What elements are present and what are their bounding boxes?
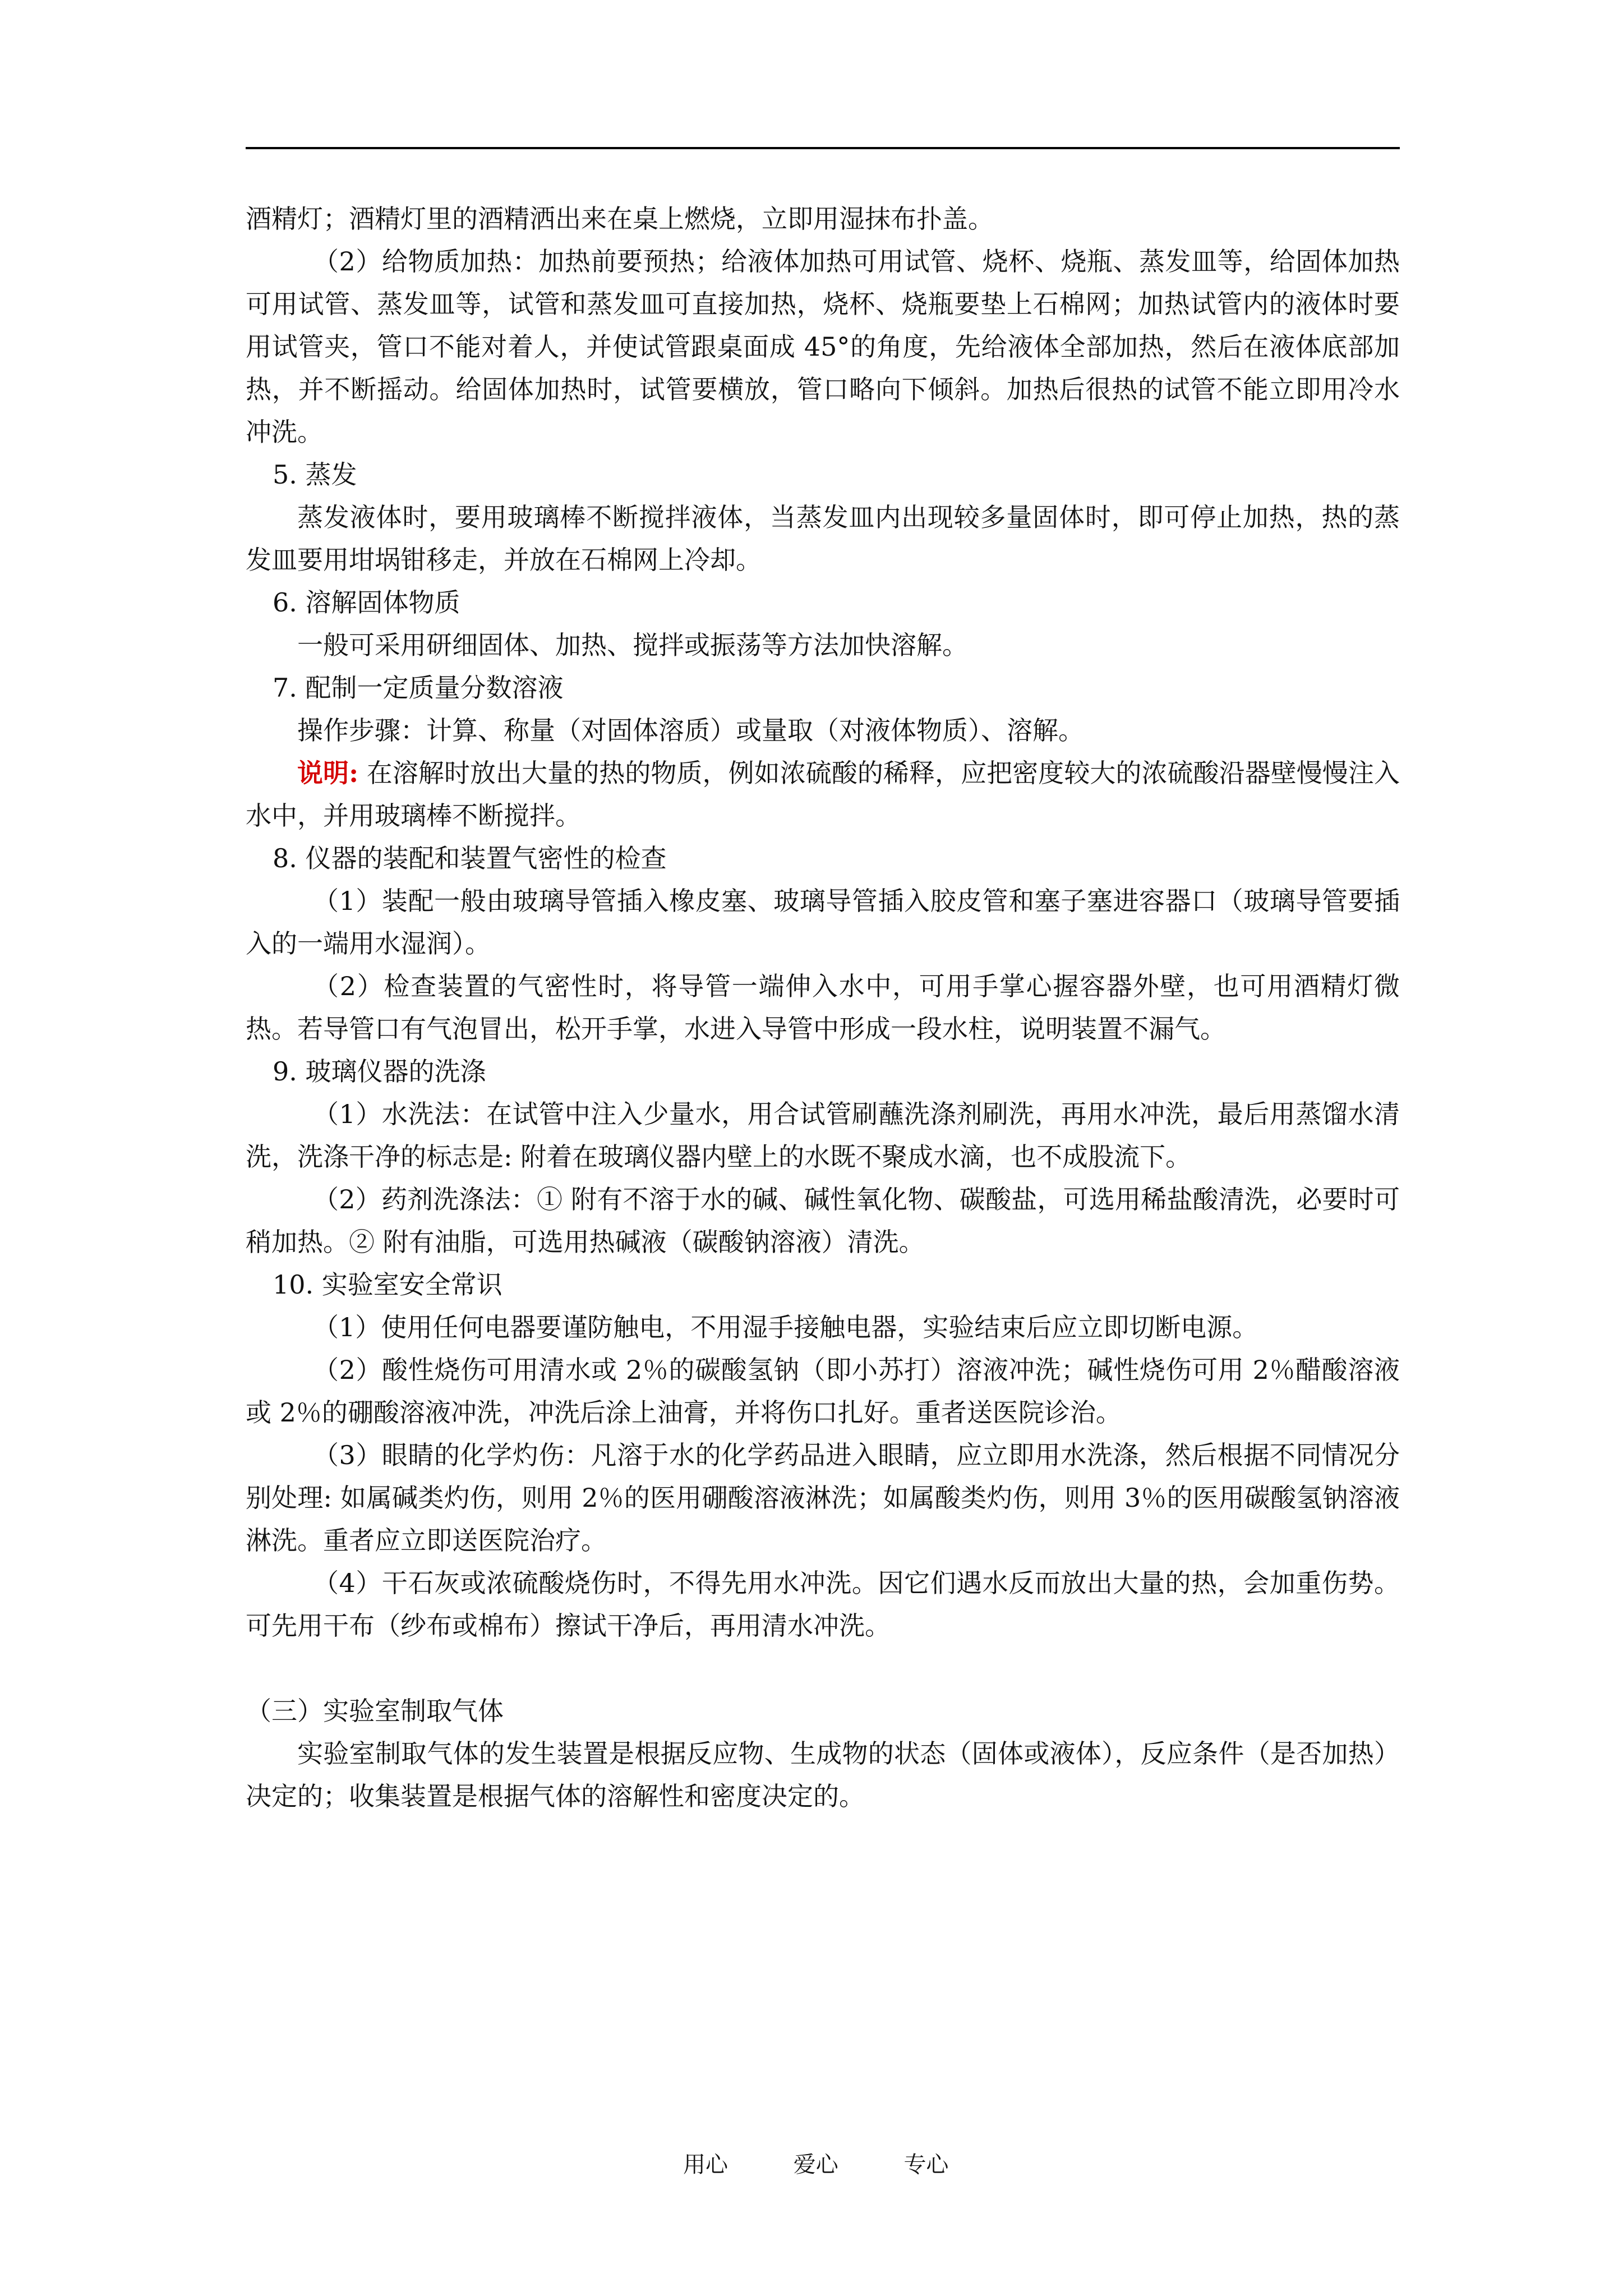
footer-text: 爱心 (793, 2152, 838, 2178)
paragraph: 操作步骤：计算、称量（对固体溶质）或量取（对液体物质）、溶解。 (297, 715, 1084, 746)
paragraph: 酒精灯；酒精灯里的酒精洒出来在桌上燃烧，立即用湿抹布扑盖。 (246, 204, 994, 234)
paragraph: （2）给物质加热：加热前要预热；给液体加热可用试管、烧杯、烧瓶、蒸发皿等，给固体加热可用试管、蒸发皿等，试管和蒸发皿可直接加热，烧杯、烧瓶要垫上石棉网；加热试管内的液体时要用试管夹，管口不能对着人，并使试管跟桌面成 45°的角度，先给液体全部加热，然后在液体底部加热，并不断摇动。给固体加热时，试管要横放，管口略向下倾斜。加热后很热的试管不能立即用冷水冲洗。 (246, 246, 1400, 447)
paragraph: （2）药剂洗涤法：① 附有不溶于水的碱、碱性氧化物、碳酸盐，可选用稀盐酸清洗，必要时可稍加热。② 附有油脂，可选用热碱液（碳酸钠溶液）清洗。 (246, 1184, 1400, 1257)
footer-text: 专心 (903, 2152, 949, 2178)
section-heading: 8. 仪器的装配和装置气密性的检查 (273, 843, 667, 873)
section-heading: 9. 玻璃仪器的洗涤 (273, 1056, 486, 1087)
paragraph: （1）装配一般由玻璃导管插入橡皮塞、玻璃导管插入胶皮管和塞子塞进容器口（玻璃导管要插入的一端用水湿润）。 (246, 886, 1400, 959)
section-heading: 6. 溶解固体物质 (273, 587, 460, 618)
paragraph: 一般可采用研细固体、加热、搅拌或振荡等方法加快溶解。 (297, 630, 968, 660)
note-text: 在溶解时放出大量的热的物质，例如浓硫酸的稀释，应把密度较大的浓硫酸沿器壁慢慢注入水中，并用玻璃棒不断搅拌。 (246, 758, 1400, 831)
note-label: 说明: (297, 758, 359, 788)
paragraph: 实验室制取气体的发生装置是根据反应物、生成物的状态（固体或液体），反应条件（是否加热）决定的；收集装置是根据气体的溶解性和密度决定的。 (246, 1738, 1400, 1811)
paragraph: 蒸发液体时，要用玻璃棒不断搅拌液体，当蒸发皿内出现较多量固体时，即可停止加热，热的蒸发皿要用坩埚钳移走，并放在石棉网上冷却。 (246, 502, 1400, 575)
section-heading: （三）实验室制取气体 (246, 1696, 504, 1726)
paragraph: （1）使用任何电器要谨防触电，不用湿手接触电器，实验结束后应立即切断电源。 (313, 1312, 1258, 1342)
paragraph: （3）眼睛的化学灼伤：凡溶于水的化学药品进入眼睛，应立即用水洗涤，然后根据不同情况分别处理: 如属碱类灼伤，则用 2％的医用硼酸溶液淋洗；如属酸类灼伤，则用 3％的医用碳酸氢钠溶液淋洗。重者应立即送医院治疗。 (246, 1440, 1400, 1556)
paragraph: （2）酸性烧伤可用清水或 2％的碳酸氢钠（即小苏打）溶液冲洗；碱性烧伤可用 2％醋酸溶液或 2％的硼酸溶液冲洗，冲洗后涂上油膏，并将伤口扎好。重者送医院诊治。 (246, 1355, 1400, 1428)
footer-text: 用心 (683, 2152, 728, 2178)
paragraph: （2）检查装置的气密性时，将导管一端伸入水中，可用手掌心握容器外壁，也可用酒精灯微热。若导管口有气泡冒出，松开手掌，水进入导管中形成一段水柱，说明装置不漏气。 (246, 971, 1400, 1044)
spacer (246, 1647, 1400, 1690)
page-footer (683, 2151, 1007, 2179)
paragraph: （4）干石灰或浓硫酸烧伤时，不得先用水冲洗。因它们遇水反而放出大量的热，会加重伤势。可先用干布（纱布或棉布）擦试干净后，再用清水冲洗。 (246, 1568, 1400, 1641)
note-paragraph (246, 752, 1400, 837)
paragraph: （1）水洗法：在试管中注入少量水，用合试管刷蘸洗涤剂刷洗，再用水冲洗，最后用蒸馏水清洗，洗涤干净的标志是: 附着在玻璃仪器内壁上的水既不聚成水滴，也不成股流下。 (246, 1099, 1400, 1172)
document-body (246, 197, 1400, 1818)
section-heading: 10. 实验室安全常识 (273, 1269, 502, 1300)
header-rule (246, 147, 1400, 149)
section-heading: 7. 配制一定质量分数溶液 (273, 673, 564, 703)
section-heading: 5. 蒸发 (273, 459, 357, 490)
